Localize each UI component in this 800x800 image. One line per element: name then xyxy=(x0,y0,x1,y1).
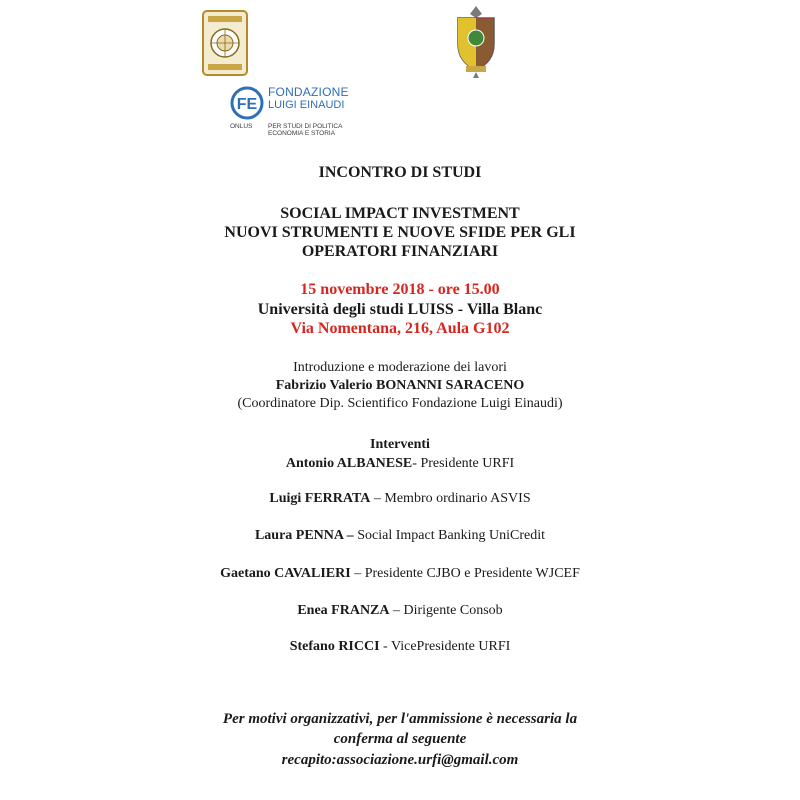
moderator-name: Fabrizio Valerio BONANNI SARACENO xyxy=(275,378,525,393)
speaker-item xyxy=(0,528,800,544)
military-crest-icon xyxy=(452,4,500,78)
club-crest-icon xyxy=(200,8,250,78)
speaker-separator: - xyxy=(412,456,421,471)
moderator-role: (Coordinatore Dip. Scientifico Fondazione Luigi Einaudi) xyxy=(237,396,563,411)
speaker-item xyxy=(0,566,800,582)
speaker-role: Membro ordinario ASVIS xyxy=(384,491,531,506)
moderation-intro: Introduzione e moderazione dei lavori xyxy=(293,360,507,375)
speaker-role: VicePresidente URFI xyxy=(390,639,511,654)
event-title-line3: OPERATORI FINANZIARI xyxy=(301,243,499,260)
speakers-heading: Interventi xyxy=(370,437,430,452)
foundation-tagline-1: PER STUDI DI POLITICA xyxy=(268,123,343,130)
foundation-logo xyxy=(230,86,380,142)
speaker-separator: – xyxy=(350,566,365,581)
speaker-item xyxy=(0,491,800,507)
footer-note-line2: conferma al seguente xyxy=(333,731,467,747)
event-date-time: 15 novembre 2018 - ore 15.00 xyxy=(300,281,500,298)
speaker-item xyxy=(0,639,800,655)
speaker-name: Laura PENNA – xyxy=(254,528,354,543)
speaker-name: Stefano RICCI xyxy=(289,639,380,654)
speaker-role: Dirigente Consob xyxy=(403,603,503,618)
fle-logo-icon xyxy=(230,86,264,125)
foundation-onlus: ONLUS xyxy=(230,123,253,130)
foundation-name-line2: LUIGI EINAUDI xyxy=(268,99,345,111)
speaker-item xyxy=(0,603,800,619)
speaker-role: Presidente URFI xyxy=(420,456,515,471)
speaker-role: Social Impact Banking UniCredit xyxy=(357,528,546,543)
foundation-tagline-2: ECONOMIA E STORIA xyxy=(268,130,336,137)
footer-contact-email: recapito:associazione.urfi@gmail.com xyxy=(281,752,519,768)
event-title-line2: NUOVI STRUMENTI E NUOVE SFIDE PER GLI xyxy=(224,224,576,241)
footer-note-line1: Per motivi organizzativi, per l'ammissione è necessaria la xyxy=(222,711,578,727)
speaker-name: Enea FRANZA xyxy=(297,603,390,618)
svg-text:FE: FE xyxy=(236,96,258,113)
speaker-separator: – xyxy=(370,491,385,506)
foundation-name-line1: FONDAZIONE xyxy=(268,85,349,99)
event-title-line1: SOCIAL IMPACT INVESTMENT xyxy=(280,205,520,222)
event-address: Via Nomentana, 216, Aula G102 xyxy=(290,320,510,337)
speaker-name: Gaetano CAVALIERI xyxy=(220,566,351,581)
event-type: INCONTRO DI STUDI xyxy=(318,164,482,181)
speaker-name: Luigi FERRATA xyxy=(269,491,371,506)
speaker-separator: – xyxy=(389,603,404,618)
event-venue: Università degli studi LUISS - Villa Blanc xyxy=(257,301,543,318)
speaker-name: Antonio ALBANESE xyxy=(285,456,413,471)
speaker-separator: - xyxy=(379,639,391,654)
speaker-item xyxy=(0,456,800,472)
speaker-role: Presidente CJBO e Presidente WJCEF xyxy=(364,566,580,581)
